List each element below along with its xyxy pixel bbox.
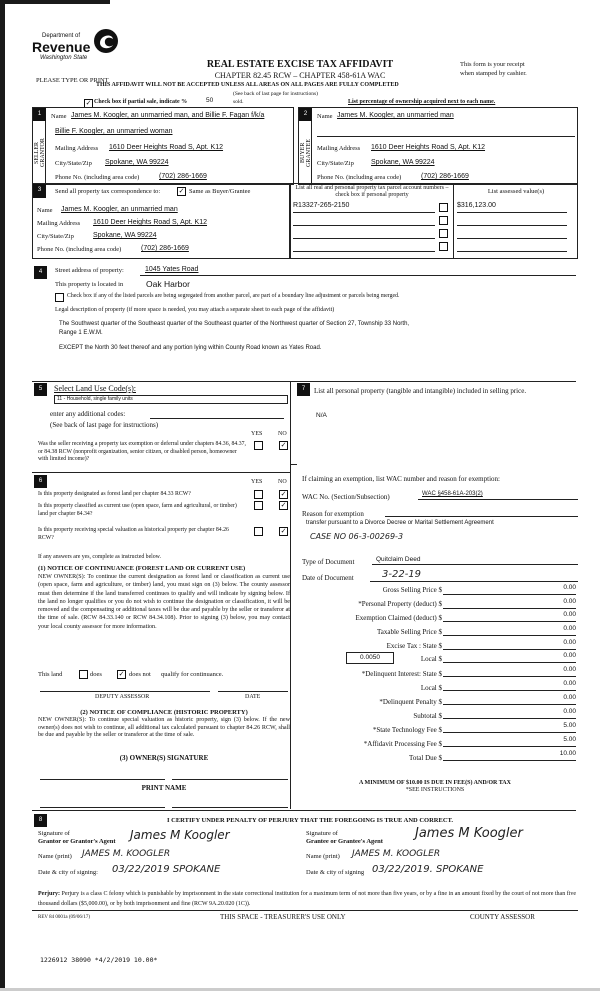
fee-value[interactable]: 0.00 xyxy=(443,694,576,705)
fee-schedule xyxy=(300,584,580,762)
land-use-label: Select Land Use Code(s): xyxy=(54,384,136,393)
notice1-body: NEW OWNER(S): To continue the current designation as forest land or classification as current use (open space, farm and agriculture, or timber) land, you must sign on (3) below. The county assessor must then determine if the land transferred continues to qualify and will indicate by signing below. If the land no longer qualifies or you do not wish to continue the designation or classification, it will be removed and the compensating or additional taxes will be due and payable by the seller or transferor at the time of sale. (RCW 84.33.140 or RCW 84.34.108). Prior to signing (3) below, you may contact your local county assessor for more information. xyxy=(38,574,290,630)
receipt-note-2: when stamped by cashier. xyxy=(460,70,527,77)
grantor-date-city[interactable]: 03/22/2019 SPOKANE xyxy=(112,864,221,875)
perjury-text: Perjury is a class C felony which is punishable by imprisonment in the state correctional institution for a maximum term of not more than five years, or by a fine in an amount fixed by the court of not more than five thousand dollars ($5,000.00), or by both imprisonment and fine (RCW 9A.20.020 (1C)). xyxy=(38,891,577,907)
fee-label: Total Due $ xyxy=(409,754,442,762)
reason-label: Reason for exemption xyxy=(302,510,364,518)
s2-mailing-label: Mailing Address xyxy=(317,145,361,152)
grantee-sig-label-1: Signature of xyxy=(306,830,338,837)
grantee-date-city[interactable]: 03/22/2019. SPOKANE xyxy=(372,864,484,875)
minimum-due-note: A MINIMUM OF $10.00 IS DUE IN FEE(S) AND/OR TAX xyxy=(359,780,511,786)
deputy-assessor-label: DEPUTY ASSESSOR xyxy=(95,694,150,700)
if-yes-note: If any answers are yes, complete as instructed below. xyxy=(38,554,161,560)
s2-phone-label: Phone No. (including area code) xyxy=(317,174,402,181)
q1-yes-checkbox[interactable] xyxy=(254,441,263,450)
form-subtitle: CHAPTER 82.45 RCW – CHAPTER 458-61A WAC xyxy=(214,71,386,80)
fee-label: Local $ xyxy=(420,655,442,663)
buyer-side-label: BUYER GRANTEE xyxy=(300,139,312,167)
perjury-notice xyxy=(38,889,578,909)
grantor-name-print[interactable]: JAMES M. KOOGLER xyxy=(82,849,171,859)
fee-value[interactable]: 0.00 xyxy=(443,680,576,691)
fee-label: *Affidavit Processing Fee $ xyxy=(363,740,442,748)
personal-property-label: List all personal property (tangible and intangible) included in selling price. xyxy=(314,387,527,395)
acceptance-warning: THIS AFFIDAVIT WILL NOT BE ACCEPTED UNLESS ALL AREAS ON ALL PAGES ARE FULLY COMPLETED xyxy=(96,82,399,88)
legal-line-3: EXCEPT the North 30 feet thereof and any portion lying within County Road known as Yates Road. xyxy=(59,345,322,351)
section-2-number: 2 xyxy=(299,108,312,121)
grantee-sig-label-2: Grantee or Grantee's Agent xyxy=(306,838,383,845)
this-land-label: This land xyxy=(38,671,63,678)
partial-sale-label: Check box if partial sale, indicate % xyxy=(94,99,188,105)
see-back-note-5: (See back of last page for instructions) xyxy=(50,421,159,429)
fee-label: Gross Selling Price $ xyxy=(382,586,442,594)
county-assessor-label: COUNTY ASSESSOR xyxy=(470,913,535,921)
legal-line-1: The Southwest quarter of the Southeast quarter of the Southeast quarter of the Northwest quarter of Section 27, Township 33 North, xyxy=(59,321,410,327)
grantor-date-label: Date & city of signing: xyxy=(38,869,98,876)
forest-no-checkbox[interactable] xyxy=(279,490,288,499)
seller-side-label: SELLER GRANTOR xyxy=(34,138,46,168)
fee-value[interactable]: 0.00 xyxy=(443,639,576,650)
section-4-number: 4 xyxy=(34,266,47,279)
does-label: does xyxy=(90,671,102,678)
form-id: REV 84 0001a (09/06/17) xyxy=(38,915,90,920)
fee-value[interactable]: 5.00 xyxy=(443,722,576,733)
partial-sale-suffix: sold. xyxy=(233,99,244,105)
s3-mailing-label: Mailing Address xyxy=(37,220,81,227)
grantor-sig-label-2: Grantor or Grantor's Agent xyxy=(38,838,116,845)
section-3-number: 3 xyxy=(33,184,46,198)
owner-signature-label: (3) OWNER(S) SIGNATURE xyxy=(119,754,209,762)
fee-value[interactable]: 0.00 xyxy=(443,708,576,719)
s1-name-line1[interactable]: James M. Koogler, an unmarried man, and Billie F. Fagan f/k/a xyxy=(71,112,265,119)
located-label: This property is located in xyxy=(55,281,124,288)
historical-no-checkbox[interactable] xyxy=(279,527,288,536)
certify-statement: I CERTIFY UNDER PENALTY OF PERJURY THAT THE FOREGOING IS TRUE AND CORRECT. xyxy=(166,817,453,824)
yes-header-6: YES xyxy=(251,479,263,485)
grantee-name-print[interactable]: JAMES M. KOOGLER xyxy=(352,849,441,859)
segregated-checkbox[interactable] xyxy=(55,293,64,302)
treasurer-use-label: THIS SPACE - TREASURER'S USE ONLY xyxy=(220,913,346,921)
section-1-number: 1 xyxy=(33,108,46,121)
s1-mailing[interactable]: 1610 Deer Heights Road S, Apt. K12 xyxy=(109,144,224,151)
see-back-note: (See back of last page for instructions) xyxy=(233,91,318,97)
current-use-question: Is this property classified as current use (open space, farm and agricultural, or timber) land per chapter 84.34? xyxy=(38,503,237,517)
exemption-label: If claiming an exemption, list WAC number and reason for exemption: xyxy=(302,475,500,483)
s3-send-label: Send all property tax correspondence to: xyxy=(55,188,161,195)
street-label: Street address of property: xyxy=(55,267,124,274)
doc-type-label: Type of Document xyxy=(302,558,355,566)
s1-name-line2[interactable]: Billie F. Koogler, an unmarried woman xyxy=(55,128,173,135)
date-label: DATE xyxy=(245,694,261,700)
fee-label: *Personal Property (deduct) $ xyxy=(358,600,442,608)
fee-label: Local $ xyxy=(420,684,442,692)
legal-line-2: Range 1 E.W.M. xyxy=(59,330,103,336)
perjury-label: Perjury: xyxy=(38,891,60,897)
s2-name-line1[interactable]: James M. Koogler, an unmarried man xyxy=(337,112,454,119)
partial-sale-pct[interactable]: 50 xyxy=(206,97,214,104)
exemption-question: Was the seller receiving a property tax exemption or deferral under chapters 84.36, 84.37, or 84.38 RCW (nonprofit organization, senior citizen, or disabled person, homeowner with limited income)? xyxy=(38,441,246,462)
fee-label: Excise Tax : State $ xyxy=(386,642,442,650)
grantor-signature[interactable]: James M Koogler xyxy=(130,828,230,842)
no-header-6: NO xyxy=(278,479,287,485)
legal-label: Legal description of property (if more space is needed, you may attach a separate sheet to each page of the affidavit) xyxy=(55,307,335,313)
fee-label: *Delinquent Penalty $ xyxy=(379,698,442,706)
see-instructions-note: *SEE INSTRUCTIONS xyxy=(405,787,465,793)
fee-label: Subtotal $ xyxy=(413,712,442,720)
yes-header-5: YES xyxy=(251,431,263,437)
same-as-buyer-checkbox[interactable] xyxy=(177,187,186,196)
print-name-label: PRINT NAME xyxy=(141,784,187,792)
section-8-number: 8 xyxy=(34,814,47,827)
section-3-box xyxy=(32,183,290,259)
wac-label: WAC No. (Section/Subsection) xyxy=(302,493,390,501)
personal-property-checkbox[interactable] xyxy=(439,242,448,251)
parcels-box xyxy=(290,183,578,259)
s2-city[interactable]: Spokane, WA 99224 xyxy=(371,159,435,166)
personal-property-checkbox[interactable] xyxy=(439,216,448,225)
notice1-title: (1) NOTICE OF CONTINUANCE (FOREST LAND OR CURRENT USE) xyxy=(38,565,246,572)
fee-value[interactable]: 0.00 xyxy=(443,652,576,663)
personal-property-value[interactable]: N/A xyxy=(316,412,327,419)
total-due-value[interactable]: 10.00 xyxy=(443,750,576,761)
assessed-header: List assessed value(s) xyxy=(487,188,545,195)
segregated-label: Check box if any of the listed parcels are being segregated from another parcel, are part of a boundary line adjustment or parcels being merged. xyxy=(67,293,400,299)
logo-line3: Washington State xyxy=(40,55,88,61)
qualify-label: qualify for continuance. xyxy=(161,671,224,678)
fee-label: Exemption Claimed (deduct) $ xyxy=(355,614,442,622)
s3-name-label: Name xyxy=(37,207,53,214)
local-rate-box[interactable]: 0.0050 xyxy=(346,652,394,664)
section-2-box xyxy=(298,107,578,185)
logo-line2: Revenue xyxy=(32,39,91,55)
form-title: REAL ESTATE EXCISE TAX AFFIDAVIT xyxy=(206,59,394,70)
parcels-header: List all real and personal property tax parcel account numbers – check box if personal property xyxy=(295,185,449,198)
s3-name[interactable]: James M. Koogler, an unmarried man xyxy=(61,206,178,213)
section-7-number: 7 xyxy=(297,383,310,396)
notice2-title: (2) NOTICE OF COMPLIANCE (HISTORIC PROPERTY) xyxy=(80,709,248,716)
parcel-number[interactable]: R13327-265-2150 xyxy=(293,202,350,209)
no-header-5: NO xyxy=(278,431,287,437)
personal-property-checkbox[interactable] xyxy=(439,203,448,212)
s1-name-label: Name xyxy=(51,113,67,120)
grantee-signature[interactable]: James M Koogler xyxy=(415,826,523,841)
historical-yes-checkbox[interactable] xyxy=(254,527,263,536)
section-5-number: 5 xyxy=(34,383,47,396)
s3-phone[interactable]: (702) 286-1669 xyxy=(141,245,189,252)
doc-date-handwritten[interactable]: 3-22-19 xyxy=(382,569,422,580)
grantee-name-label: Name (print) xyxy=(306,853,340,860)
fee-value[interactable]: 0.00 xyxy=(443,625,576,636)
forest-yes-checkbox[interactable] xyxy=(254,490,263,499)
s3-mailing[interactable]: 1610 Deer Heights Road S, Apt. K12 xyxy=(93,219,208,226)
s2-phone[interactable]: (702) 286-1669 xyxy=(421,173,469,180)
ownership-note: List percentage of ownership acquired next to each name. xyxy=(348,99,496,105)
scan-edge-top xyxy=(0,0,110,4)
notice2-body: NEW OWNER(S): To continue special valuation as historic property, sign (3) below. If the new owner(s) does not wish to continue, all additional tax calculated pursuant to chapter 84.26 RCW, shall be due and payable by the seller or transferor at the time of sale. xyxy=(38,717,290,738)
section-1-box xyxy=(32,107,294,185)
s3-city-label: City/State/Zip xyxy=(37,233,74,240)
receipt-note-1: This form is your receipt xyxy=(460,61,525,68)
grantee-date-label: Date & city of signing xyxy=(306,869,365,876)
case-number-handwritten[interactable]: CASE NO 06-3-00269-3 xyxy=(310,532,404,541)
fee-label: Taxable Selling Price $ xyxy=(376,628,442,636)
does-not-label: does not xyxy=(129,671,151,678)
current-use-no-checkbox[interactable] xyxy=(279,501,288,510)
s1-phone[interactable]: (702) 286-1669 xyxy=(159,173,207,180)
s3-phone-label: Phone No. (including area code) xyxy=(37,246,122,253)
forest-question: Is this property designated as forest land per chapter 84.33 RCW? xyxy=(38,491,191,497)
q1-no-checkbox[interactable] xyxy=(279,441,288,450)
same-as-buyer-label: Same as Buyer/Grantee xyxy=(189,188,251,195)
scan-edge-left xyxy=(0,0,5,991)
s1-city-label: City/State/Zip xyxy=(55,160,92,167)
fee-label: *State Technology Fee $ xyxy=(372,726,442,734)
personal-property-checkbox[interactable] xyxy=(439,229,448,238)
dor-swirl-icon xyxy=(92,27,120,55)
s3-city[interactable]: Spokane, WA 99224 xyxy=(93,232,157,239)
section-6-number: 6 xyxy=(34,475,47,488)
grantor-name-label: Name (print) xyxy=(38,853,72,860)
dor-logo xyxy=(32,33,127,65)
reason-value[interactable]: transfer pursuant to a Divorce Decree or Marital Settlement Agreement xyxy=(306,520,494,526)
fee-value[interactable]: 0.00 xyxy=(443,598,576,609)
street-address[interactable]: 1045 Yates Road xyxy=(145,266,199,273)
s2-name-label: Name xyxy=(317,113,333,120)
logo-line1: Department of xyxy=(42,33,81,39)
fee-value[interactable]: 5.00 xyxy=(443,736,576,747)
fee-value[interactable]: 0.00 xyxy=(443,666,576,677)
assessed-value[interactable]: $316,123.00 xyxy=(457,202,496,209)
historical-question: Is this property receiving special valuation as historical property per chapter 84.26 RCW? xyxy=(38,527,229,541)
land-use-select[interactable]: 11 - Household, single family units xyxy=(54,395,288,404)
does-checkbox[interactable] xyxy=(79,670,88,679)
located-city[interactable]: Oak Harbor xyxy=(146,279,190,289)
doc-date-label: Date of Document xyxy=(302,574,354,582)
does-not-checkbox[interactable] xyxy=(117,670,126,679)
s2-mailing[interactable]: 1610 Deer Heights Road S, Apt. K12 xyxy=(371,144,486,151)
grantor-sig-label-1: Signature of xyxy=(38,830,70,837)
s1-mailing-label: Mailing Address xyxy=(55,145,99,152)
s1-phone-label: Phone No. (including area code) xyxy=(55,174,140,181)
fee-value[interactable]: 0.00 xyxy=(443,611,576,622)
fee-value[interactable]: 0.00 xyxy=(443,584,576,595)
s2-city-label: City/State/Zip xyxy=(317,160,354,167)
s1-city[interactable]: Spokane, WA 99224 xyxy=(105,159,169,166)
current-use-yes-checkbox[interactable] xyxy=(254,501,263,510)
treasurer-stamp: 1226912 38090 *4/2/2019 10.00* xyxy=(40,956,158,964)
fee-label: *Delinquent Interest: State $ xyxy=(361,670,442,678)
wac-value[interactable]: WAC §458-61A-203(2) xyxy=(422,491,483,497)
doc-type-value[interactable]: Quitclaim Deed xyxy=(376,556,421,563)
additional-codes-label: enter any additional codes: xyxy=(50,410,126,418)
please-type-label: PLEASE TYPE OR PRINT xyxy=(36,77,109,84)
